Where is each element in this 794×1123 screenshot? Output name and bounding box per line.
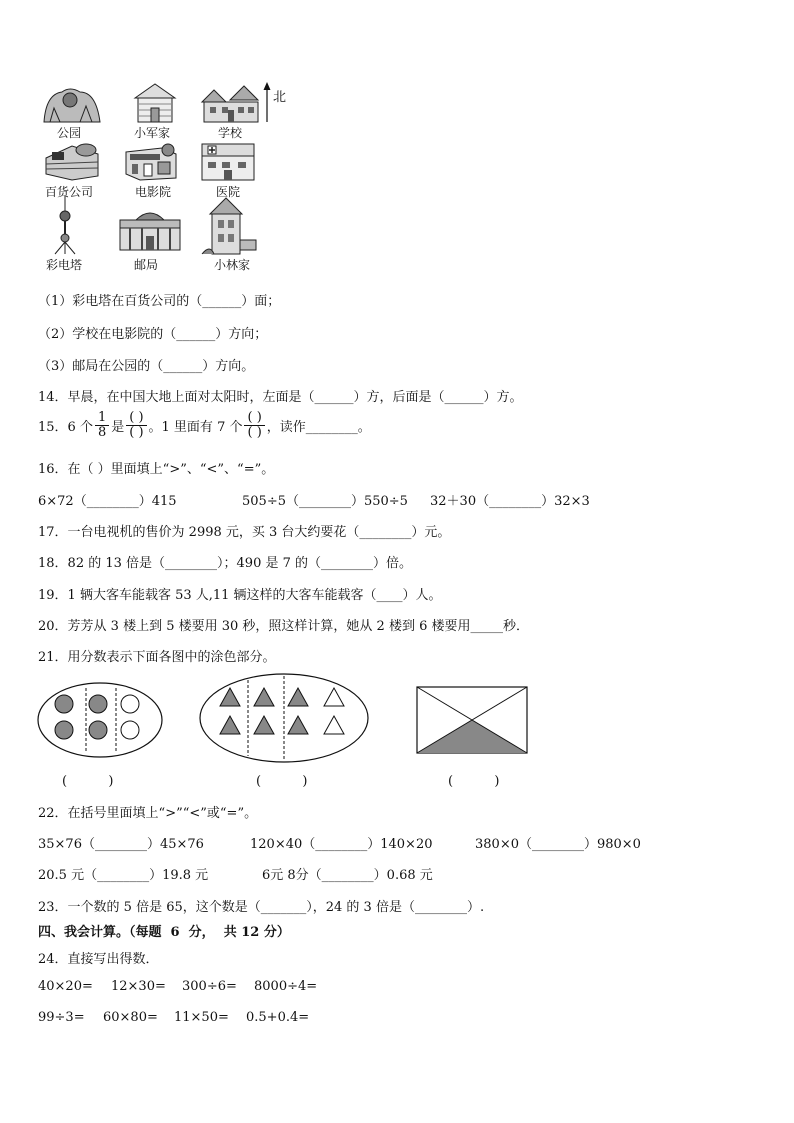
calc-item: 99÷3= [38, 1010, 85, 1025]
q15-is: 是 [111, 419, 125, 435]
q18: 18．82 的 13 倍是（________）；490 是 7 的（________）倍。 [38, 556, 413, 571]
q15-end: ，读作________。 [266, 419, 371, 435]
q17: 17．一台电视机的售价为 2998 元，买 3 台大约要花（________）元。 [38, 525, 451, 540]
place-label: 百货公司 [45, 185, 94, 199]
blank-fraction [126, 411, 146, 439]
place-label: 公园 [57, 126, 82, 140]
q24-title: 24．直接写出得数． [38, 952, 159, 967]
north-arrow-icon [262, 82, 272, 122]
cinema-icon [122, 140, 180, 182]
department-store-icon [42, 140, 100, 182]
tall-house-icon [200, 196, 260, 256]
q16-item: 32＋30（________）32×3 [430, 494, 590, 509]
section-heading: 四、我会计算。（每题 6 分， 共 12 分） [38, 925, 290, 940]
calc-item: 8000÷4= [254, 979, 318, 994]
answer-blank[interactable]: ( ) [448, 774, 500, 789]
q15 [38, 411, 371, 439]
figure-triangles [198, 672, 370, 764]
q23: 23．一个数的 5 倍是 65，这个数是（_______），24 的 3 倍是（________）. [38, 900, 485, 915]
park-icon [40, 84, 104, 124]
fraction-numerator: ( ) [126, 411, 146, 426]
house-icon [131, 82, 179, 124]
hospital-icon [200, 140, 256, 182]
calc-item: 300÷6= [182, 979, 237, 994]
place-label: 邮局 [134, 258, 159, 272]
calc-item: 60×80= [103, 1010, 158, 1025]
calc-item: 11×50= [174, 1010, 229, 1025]
calc-item: 12×30= [111, 979, 166, 994]
calc-item: 40×20= [38, 979, 93, 994]
place-label: 彩电塔 [46, 258, 83, 272]
post-office-icon [116, 206, 184, 254]
q22-item: 6元 8分（________）0.68 元 [262, 868, 433, 883]
figure-rectangle [415, 685, 529, 755]
place-label: 电影院 [135, 185, 172, 199]
q22-item: 35×76（________）45×76 [38, 837, 204, 852]
fraction-denominator: 8 [97, 424, 107, 440]
q16-title: 16．在（ ）里面填上“>”、“<”、“=”。 [38, 462, 275, 477]
q22-title: 22．在括号里面填上“>”“<”或“=”。 [38, 806, 258, 821]
q15-mid: 。1 里面有 7 个 [148, 419, 243, 435]
fraction [95, 411, 109, 439]
fraction-numerator: ( ) [244, 411, 264, 426]
calc-item: 0.5+0.4= [246, 1010, 310, 1025]
fraction-denominator: ( ) [129, 424, 144, 440]
q14: 14．早晨，在中国大地上面对太阳时，左面是（______）方，后面是（______）方。 [38, 390, 523, 405]
q13-sub3: （3）邮局在公园的（______）方向。 [38, 359, 255, 374]
answer-blank[interactable]: ( ) [256, 774, 308, 789]
tv-tower-icon [50, 196, 80, 256]
fraction-denominator: ( ) [247, 424, 262, 440]
place-label: 小军家 [134, 126, 171, 140]
place-label: 学校 [218, 126, 243, 140]
q16-item: 6×72（________）415 [38, 494, 177, 509]
q15-num: 15．6 个 [38, 419, 93, 435]
q22-item: 20.5 元（________）19.8 元 [38, 868, 209, 883]
fraction-numerator: 1 [95, 411, 109, 426]
q22-item: 120×40（________）140×20 [250, 837, 433, 852]
figure-circles [36, 680, 164, 760]
q13-sub2: （2）学校在电影院的（______）方向； [38, 327, 268, 342]
q16-item: 505÷5（________）550÷5 [242, 494, 408, 509]
q22-item: 380×0（________）980×0 [475, 837, 641, 852]
place-label: 医院 [216, 185, 241, 199]
north-label: 北 [273, 90, 287, 105]
blank-fraction [244, 411, 264, 439]
q20: 20．芳芳从 3 楼上到 5 楼要用 30 秒，照这样计算，她从 2 楼到 6 楼要用_____秒． [38, 619, 529, 634]
q13-sub1: （1）彩电塔在百货公司的（______）面； [38, 294, 281, 309]
q19: 19．1 辆大客车能载客 53 人,11 辆这样的大客车能载客（____）人。 [38, 588, 442, 603]
q21-title: 21．用分数表示下面各图中的涂色部分。 [38, 650, 276, 665]
school-icon [200, 82, 260, 124]
answer-blank[interactable]: ( ) [62, 774, 114, 789]
place-label: 小林家 [214, 258, 251, 272]
